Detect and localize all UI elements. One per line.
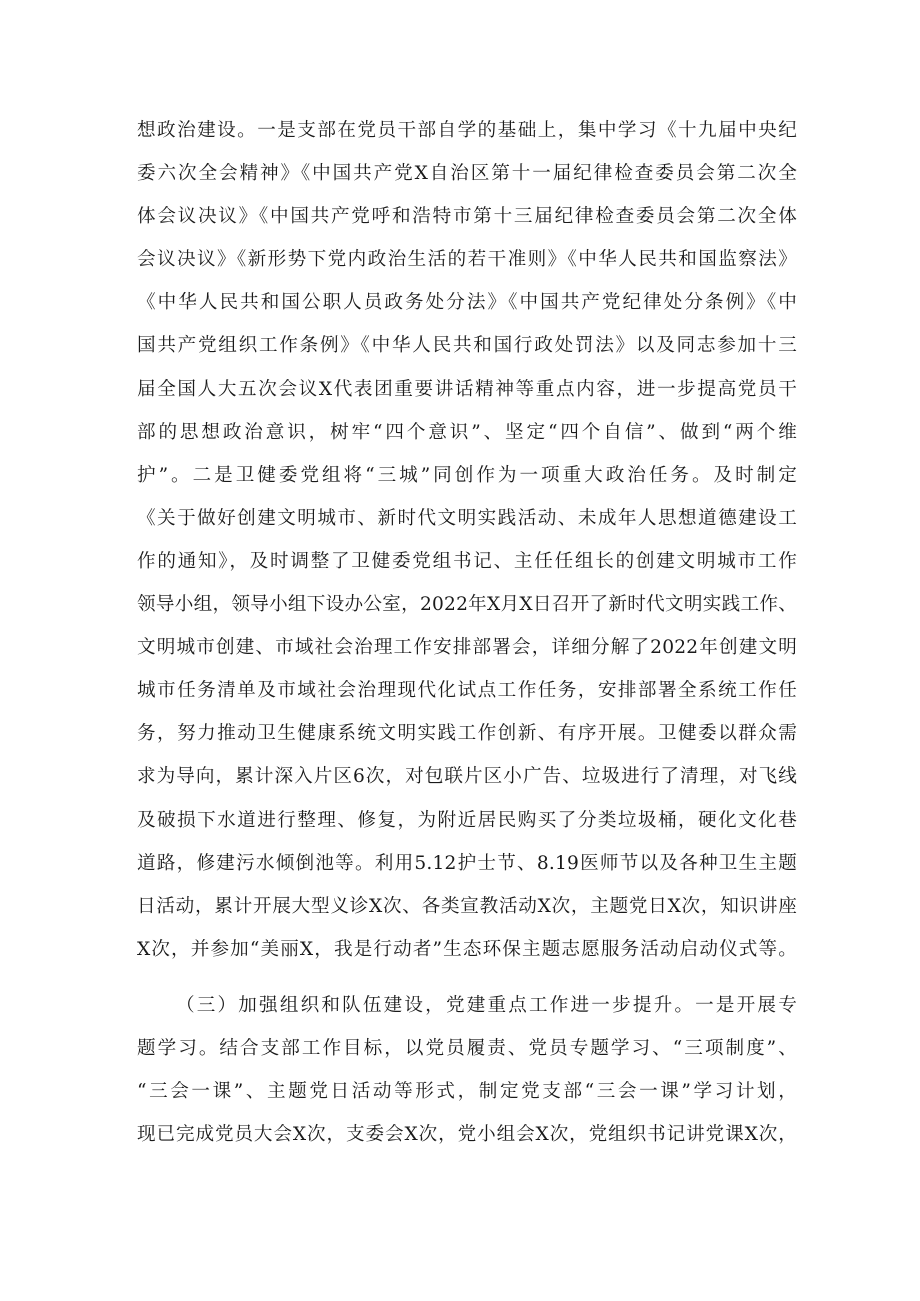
text-line: （三）加强组织和队伍建设，党建重点工作进一步提升。一是开展专 — [176, 995, 797, 1016]
text-line: 会议决议》《新形势下党内政治生活的若干准则》《中华人民共和国监察法》 — [137, 249, 797, 270]
text-line: “三会一课”、主题党日活动等形式，制定党支部“三会一课”学习计划， — [137, 1081, 797, 1102]
text-line: 现已完成党员大会X次，支委会X次，党小组会X次，党组织书记讲党课X次， — [137, 1124, 797, 1145]
text-line: 文明城市创建、市域社会治理工作安排部署会，详细分解了2022年创建文明 — [137, 637, 797, 658]
text-line: 领导小组，领导小组下设办公室，2022年X月X日召开了新时代文明实践工作、 — [137, 594, 797, 615]
text-line: 《关于做好创建文明城市、新时代文明实践活动、未成年人思想道德建设工 — [137, 508, 797, 529]
text-line: 《中华人民共和国公职人员政务处分法》《中国共产党纪律处分条例》《中 — [137, 292, 797, 313]
text-line: 国共产党组织工作条例》《中华人民共和国行政处罚法》以及同志参加十三 — [137, 335, 797, 356]
text-line: 城市任务清单及市域社会治理现代化试点工作任务，安排部署全系统工作任 — [137, 680, 797, 701]
text-line: 求为导向，累计深入片区6次，对包联片区小广告、垃圾进行了清理，对飞线 — [137, 766, 797, 787]
text-line: 题学习。结合支部工作目标，以党员履责、党员专题学习、“三项制度”、 — [137, 1038, 797, 1059]
text-line: 日活动，累计开展大型义诊X次、各类宣教活动X次，主题党日X次，知识讲座 — [137, 896, 797, 917]
text-line: 务，努力推动卫生健康系统文明实践工作创新、有序开展。卫健委以群众需 — [137, 723, 797, 744]
text-line: 部的思想政治意识，树牢“四个意识”、坚定“四个自信”、做到“两个维 — [137, 422, 797, 443]
text-line: 护”。二是卫健委党组将“三城”同创作为一项重大政治任务。及时制定 — [137, 465, 797, 486]
text-line: 想政治建设。一是支部在党员干部自学的基础上，集中学习《十九届中央纪 — [137, 120, 797, 141]
text-line: 委六次全会精神》《中国共产党X自治区第十一届纪律检查委员会第二次全 — [137, 163, 797, 184]
text-line: 道路，修建污水倾倒池等。利用5.12护士节、8.19医师节以及各种卫生主题 — [137, 853, 797, 874]
text-line: X次，并参加“美丽X，我是行动者”生态环保主题志愿服务活动启动仪式等。 — [137, 939, 797, 960]
text-line: 作的通知》，及时调整了卫健委党组书记、主任任组长的创建文明城市工作 — [137, 551, 797, 572]
text-line: 体会议决议》《中国共产党呼和浩特市第十三届纪律检查委员会第二次全体 — [137, 206, 797, 227]
text-line: 及破损下水道进行整理、修复，为附近居民购买了分类垃圾桶，硬化文化巷 — [137, 810, 797, 831]
text-line: 届全国人大五次会议X代表团重要讲话精神等重点内容，进一步提高党员干 — [137, 379, 797, 400]
